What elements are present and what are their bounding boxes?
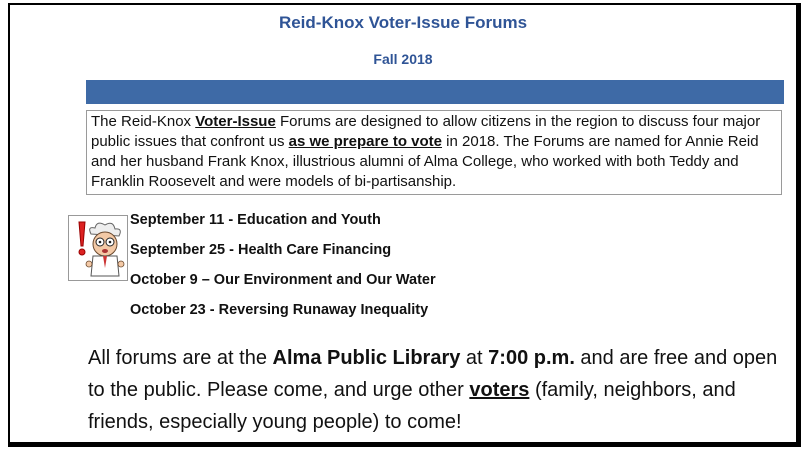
- intro-text: Forums are designed to allow citizens in the region to discuss four major public issues that confront us: [91, 113, 761, 150]
- closing-venue: Alma Public Library: [272, 347, 461, 369]
- professor-exclamation-icon: [68, 215, 128, 281]
- flyer-frame: [8, 3, 801, 447]
- intro-paragraph: [86, 110, 782, 195]
- schedule-item: October 23 - Reversing Runaway Inequality: [130, 302, 429, 318]
- closing-emphasis-voters: voters: [469, 379, 530, 401]
- closing-paragraph: [88, 342, 788, 438]
- closing-time: 7:00 p.m.: [488, 347, 575, 369]
- schedule-item: October 9 – Our Environment and Our Water: [130, 272, 436, 288]
- closing-text: All forums are at the: [88, 347, 273, 369]
- intro-emphasis-prepare: as we prepare to vote: [288, 133, 443, 150]
- schedule-item: September 11 - Education and Youth: [130, 212, 381, 228]
- flyer-title: Reid-Knox Voter-Issue Forums: [278, 13, 528, 32]
- intro-text: in 2018. The Forums are named for Annie Reid and her husband Frank Knox, illustrious alumni of Alma College, who worked with both Teddy and Franklin Roosevelt and were models of bi-partisanship.: [91, 133, 759, 190]
- blue-divider-bar: [86, 80, 784, 104]
- intro-text: The Reid-Knox: [91, 113, 196, 130]
- closing-text: (family, neighbors, and friends, especially young people) to come!: [88, 379, 736, 433]
- closing-text: and are free and open to the public. Please come, and urge other: [88, 347, 778, 401]
- flyer-subtitle: Fall 2018: [373, 51, 433, 67]
- intro-emphasis-voter-issue: Voter-Issue: [195, 113, 276, 130]
- forum-schedule: [130, 207, 436, 327]
- schedule-item: September 25 - Health Care Financing: [130, 242, 392, 258]
- closing-text: at: [460, 347, 489, 369]
